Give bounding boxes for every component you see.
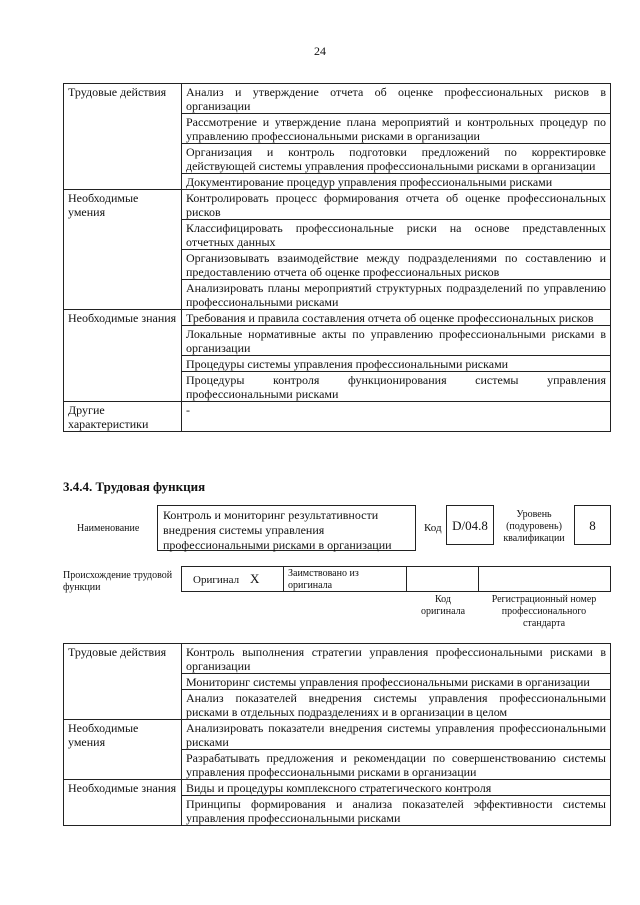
- origin-label: Происхождение трудовой функции: [63, 570, 173, 593]
- code-label: Код: [424, 522, 442, 534]
- row-item-text: Контролировать процесс формирования отчета об оценке профессиональных рисков: [182, 190, 611, 220]
- row-item-text: Организовывать взаимодействие между подразделениями по составлению и предоставлению отчета об оценке профессиональных рисков: [182, 250, 611, 280]
- original-mark: X: [250, 571, 260, 586]
- competency-table-1: [63, 83, 611, 432]
- row-category-label: Трудовые действия: [64, 644, 182, 720]
- row-item-text: Анализировать показатели внедрения системы управления профессиональными рисками: [182, 720, 611, 750]
- competency-table-2: [63, 643, 611, 826]
- section-heading: 3.4.4. Трудовая функция: [63, 479, 206, 494]
- reg-number-label: Регистрационный номер профессионального стандарта: [491, 594, 597, 629]
- row-item-text: Организация и контроль подготовки предложений по корректировке действующей системы управления профессиональными рисками в организации: [182, 144, 611, 174]
- row-item-text: Разрабатывать предложения и рекомендации по совершенствованию системы управления профессиональными рисками в организации: [182, 750, 611, 780]
- row-item-text: Контроль выполнения стратегии управления профессиональными рисками в организации: [182, 644, 611, 674]
- table-row: [64, 644, 611, 674]
- row-item-text: Принципы формирования и анализа показателей эффективности системы управления профессиональными рисками: [182, 796, 611, 826]
- level-box: [574, 505, 611, 545]
- row-category-label: Необходимые знания: [64, 310, 182, 402]
- row-item-text: Требования и правила составления отчета об оценке профессиональных рисков: [182, 310, 611, 326]
- row-category-label: Необходимые умения: [64, 720, 182, 780]
- function-name-value: Контроль и мониторинг результативности внедрения системы управления профессиональными рисками в организации: [163, 508, 392, 552]
- row-category-label: Необходимые знания: [64, 780, 182, 826]
- function-name-box: [157, 505, 416, 551]
- row-item-text: Анализировать планы мероприятий структурных подразделений по управлению профессиональными рисками: [182, 280, 611, 310]
- original-label: Оригинал: [193, 574, 240, 586]
- row-item-text: Классифицировать профессиональные риски на основе представленных отчетных данных: [182, 220, 611, 250]
- origin-code-label: Код оригинала: [420, 594, 466, 617]
- row-category-label: Другие характеристики: [64, 402, 182, 432]
- name-label: Наименование: [77, 523, 140, 534]
- row-item-text: Виды и процедуры комплексного стратегического контроля: [182, 780, 611, 796]
- row-item-text: Процедуры системы управления профессиональными рисками: [182, 356, 611, 372]
- table-row: [64, 720, 611, 750]
- row-item-text: Анализ показателей внедрения системы управления профессиональными рисками в отдельных подразделениях и в организации в целом: [182, 690, 611, 720]
- row-item-text: -: [182, 402, 611, 432]
- level-label: Уровень (подуровень) квалификации: [503, 509, 565, 544]
- row-category-label: Необходимые умения: [64, 190, 182, 310]
- row-item-text: Локальные нормативные акты по управлению профессиональными рисками в организации: [182, 326, 611, 356]
- borrowed-label: Заимствовано из оригинала: [288, 568, 359, 591]
- row-item-text: Документирование процедур управления профессиональными рисками: [182, 174, 611, 190]
- code-value: D/04.8: [452, 518, 488, 533]
- table-row: [64, 84, 611, 114]
- table-row: [64, 310, 611, 326]
- page-number: 24: [314, 44, 326, 58]
- row-item-text: Мониторинг системы управления профессиональными рисками в организации: [182, 674, 611, 690]
- table-row: [64, 780, 611, 796]
- table-row: [64, 402, 611, 432]
- level-value: 8: [589, 518, 596, 533]
- row-item-text: Рассмотрение и утверждение плана мероприятий и контрольных процедур по управлению профессиональными рисками в организации: [182, 114, 611, 144]
- row-item-text: Анализ и утверждение отчета об оценке профессиональных рисков в организации: [182, 84, 611, 114]
- row-item-text: Процедуры контроля функционирования системы управления профессиональными рисками: [182, 372, 611, 402]
- table-row: [64, 190, 611, 220]
- code-box: [446, 505, 494, 545]
- row-category-label: Трудовые действия: [64, 84, 182, 190]
